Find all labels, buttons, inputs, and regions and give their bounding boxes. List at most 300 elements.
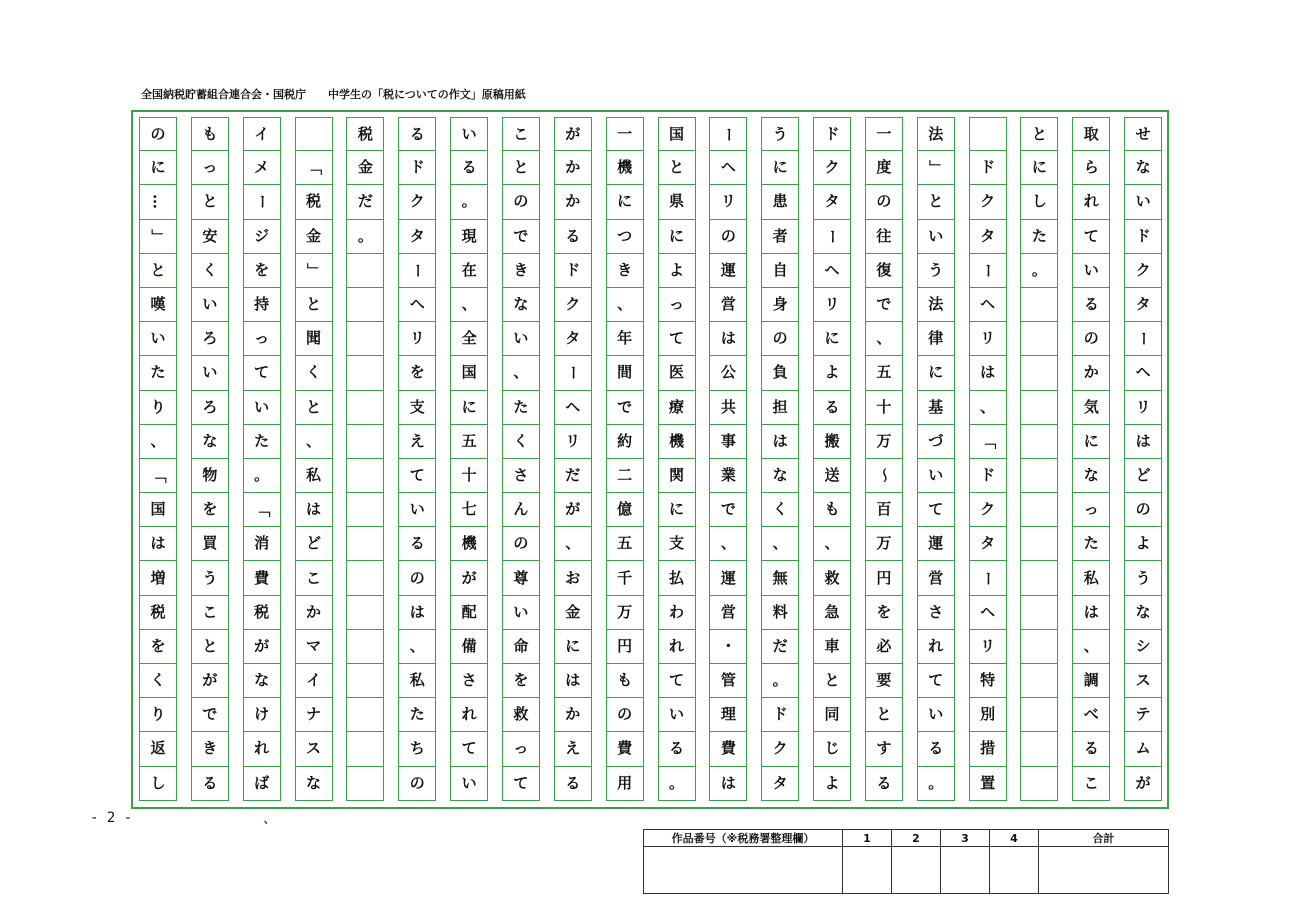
manuscript-cell: に [813,322,851,356]
manuscript-column [709,117,747,801]
manuscript-column [606,117,644,801]
manuscript-cell: る [554,220,592,254]
manuscript-cell: 万 [606,596,644,630]
manuscript-cell: 「 [969,425,1007,459]
manuscript-cell: ク [813,151,851,185]
manuscript-cell: の [502,185,540,219]
manuscript-cell: 者 [761,220,799,254]
manuscript-cell [1020,698,1058,732]
manuscript-grid [131,110,1169,809]
manuscript-cell: の [1072,322,1110,356]
manuscript-cell: 気 [1072,391,1110,425]
manuscript-cell: た [398,698,436,732]
manuscript-cell: ヘ [554,391,592,425]
manuscript-cell: 搬 [813,425,851,459]
manuscript-cell: 担 [761,391,799,425]
manuscript-cell: 配 [450,596,488,630]
manuscript-cell: る [554,767,592,801]
manuscript-cell: は [969,356,1007,390]
manuscript-cell: え [554,732,592,766]
manuscript-cell: 聞 [295,322,333,356]
manuscript-cell: る [1072,288,1110,322]
manuscript-cell: は [554,664,592,698]
manuscript-cell: く [139,664,177,698]
manuscript-cell: 。 [346,220,384,254]
manuscript-cell: の [139,117,177,151]
manuscript-cell: 一 [865,117,903,151]
score-value-total[interactable] [1038,847,1168,894]
manuscript-cell: 一 [606,117,644,151]
manuscript-cell: ー [709,117,747,151]
manuscript-cell: る [917,732,955,766]
manuscript-cell: 金 [295,220,333,254]
manuscript-cell: 。 [917,767,955,801]
manuscript-column [450,117,488,801]
manuscript-cell: と [865,698,903,732]
manuscript-cell: 必 [865,630,903,664]
manuscript-column [191,117,229,801]
manuscript-cell: よ [658,254,696,288]
manuscript-column [346,117,384,801]
manuscript-cell: で [606,391,644,425]
manuscript-cell: 年 [606,322,644,356]
manuscript-cell: ち [398,732,436,766]
manuscript-cell [1020,356,1058,390]
manuscript-cell: 。 [1020,254,1058,288]
manuscript-cell: 関 [658,459,696,493]
manuscript-cell: 「 [243,493,281,527]
manuscript-cell: い [917,220,955,254]
manuscript-cell: こ [295,561,333,595]
manuscript-cell: ヘ [709,151,747,185]
manuscript-cell: の [502,527,540,561]
manuscript-cell: の [606,698,644,732]
manuscript-cell: 百 [865,493,903,527]
manuscript-cell: 理 [709,698,747,732]
manuscript-cell: 同 [813,698,851,732]
score-header-total: 合計 [1038,830,1168,847]
manuscript-cell [346,322,384,356]
manuscript-cell: ヘ [813,254,851,288]
manuscript-cell: て [502,767,540,801]
manuscript-cell: 国 [139,493,177,527]
manuscript-cell: に [917,356,955,390]
manuscript-cell: ど [1124,459,1162,493]
manuscript-cell: 十 [450,459,488,493]
manuscript-cell: 持 [243,288,281,322]
manuscript-cell: 共 [709,391,747,425]
manuscript-cell: ジ [243,220,281,254]
manuscript-cell: だ [761,630,799,664]
manuscript-cell: 千 [606,561,644,595]
manuscript-cell: 営 [917,561,955,595]
manuscript-cell: が [243,630,281,664]
manuscript-cell: に [1020,151,1058,185]
manuscript-cell: 「 [139,459,177,493]
manuscript-cell: 措 [969,732,1007,766]
manuscript-cell: タ [398,220,436,254]
manuscript-cell [346,732,384,766]
manuscript-cell: リ [969,322,1007,356]
score-header-1: 1 [843,830,892,847]
manuscript-cell: く [502,425,540,459]
manuscript-cell: 円 [606,630,644,664]
manuscript-cell: 五 [450,425,488,459]
manuscript-cell: い [139,322,177,356]
manuscript-cell: 復 [865,254,903,288]
manuscript-cell: ー [398,254,436,288]
score-value-4[interactable] [989,847,1038,894]
manuscript-cell: い [917,459,955,493]
score-value-1[interactable] [843,847,892,894]
manuscript-cell: に [606,185,644,219]
manuscript-cell: き [606,254,644,288]
manuscript-cell: 別 [969,698,1007,732]
manuscript-cell: ろ [191,322,229,356]
manuscript-cell: ス [1124,664,1162,698]
manuscript-cell: い [658,698,696,732]
manuscript-cell: ド [761,698,799,732]
manuscript-cell: た [502,391,540,425]
manuscript-cell: 物 [191,459,229,493]
manuscript-cell: い [917,698,955,732]
manuscript-cell: な [1072,459,1110,493]
manuscript-cell [1020,459,1058,493]
manuscript-cell: 律 [917,322,955,356]
manuscript-cell: お [554,561,592,595]
manuscript-cell: タ [969,220,1007,254]
form-title: 中学生の「税についての作文」原稿用紙 [328,88,526,101]
manuscript-cell: 往 [865,220,903,254]
manuscript-cell: 返 [139,732,177,766]
manuscript-cell: さ [917,596,955,630]
manuscript-cell: 〜 [865,459,903,493]
manuscript-cell: 、 [813,527,851,561]
manuscript-cell: 現 [450,220,488,254]
manuscript-cell: ク [1124,254,1162,288]
manuscript-cell: る [658,732,696,766]
manuscript-column [295,117,333,801]
manuscript-column [502,117,540,801]
manuscript-cell: で [865,288,903,322]
manuscript-cell: る [865,767,903,801]
manuscript-cell: ク [761,732,799,766]
manuscript-cell: ク [398,185,436,219]
manuscript-cell: の [761,322,799,356]
manuscript-cell: な [191,425,229,459]
manuscript-cell: は [295,493,333,527]
manuscript-cell [346,493,384,527]
manuscript-cell: 特 [969,664,1007,698]
manuscript-cell: つ [606,220,644,254]
manuscript-cell: よ [813,356,851,390]
manuscript-cell: で [502,220,540,254]
manuscript-cell: は [139,527,177,561]
score-header-row [644,830,1169,847]
manuscript-cell: て [243,356,281,390]
manuscript-column [554,117,592,801]
manuscript-cell: タ [969,527,1007,561]
manuscript-cell: 、 [139,425,177,459]
manuscript-cell: で [191,698,229,732]
manuscript-cell [1020,767,1058,801]
manuscript-cell: 国 [658,117,696,151]
manuscript-column [865,117,903,801]
manuscript-cell: に [554,630,592,664]
manuscript-cell: 、 [554,527,592,561]
manuscript-cell [346,767,384,801]
manuscript-cell [346,596,384,630]
manuscript-cell: 費 [606,732,644,766]
stray-mark: 、 [263,811,277,827]
manuscript-cell [1020,527,1058,561]
manuscript-cell: と [813,664,851,698]
manuscript-cell: せ [1124,117,1162,151]
manuscript-cell: だ [346,185,384,219]
manuscript-cell: 五 [606,527,644,561]
manuscript-cell: ヘ [969,596,1007,630]
manuscript-cell: い [191,356,229,390]
manuscript-cell: い [1124,185,1162,219]
manuscript-cell: 県 [658,185,696,219]
manuscript-cell: 」 [295,254,333,288]
manuscript-cell: と [917,185,955,219]
manuscript-cell: れ [450,698,488,732]
manuscript-cell: 私 [398,664,436,698]
manuscript-cell: 救 [813,561,851,595]
manuscript-cell: 安 [191,220,229,254]
manuscript-cell: い [398,493,436,527]
manuscript-cell: リ [554,425,592,459]
manuscript-cell: と [295,391,333,425]
manuscript-cell: じ [813,732,851,766]
manuscript-cell: く [191,254,229,288]
manuscript-cell [1020,732,1058,766]
manuscript-cell: て [398,459,436,493]
manuscript-cell: 円 [865,561,903,595]
manuscript-cell: は [1072,596,1110,630]
manuscript-cell: 尊 [502,561,540,595]
score-table [643,829,1169,894]
manuscript-cell: と [295,288,333,322]
manuscript-cell [1020,425,1058,459]
manuscript-cell: タ [761,767,799,801]
manuscript-cell: 費 [243,561,281,595]
manuscript-cell [346,391,384,425]
manuscript-cell: う [1124,561,1162,595]
manuscript-cell: る [398,527,436,561]
manuscript-cell: 間 [606,356,644,390]
manuscript-cell: 送 [813,459,851,493]
manuscript-cell: い [502,322,540,356]
manuscript-cell [1020,561,1058,595]
manuscript-cell: か [295,596,333,630]
manuscript-cell: 、 [450,288,488,322]
score-header-3: 3 [940,830,989,847]
manuscript-cell: 、 [398,630,436,664]
manuscript-cell: 支 [658,527,696,561]
manuscript-cell: ど [295,527,333,561]
manuscript-cell: 二 [606,459,644,493]
manuscript-cell: な [243,664,281,698]
manuscript-cell: ん [502,493,540,527]
score-value-work-number[interactable] [644,847,843,894]
manuscript-cell [1020,630,1058,664]
manuscript-cell: 無 [761,561,799,595]
manuscript-cell: シ [1124,630,1162,664]
manuscript-cell: 、 [502,356,540,390]
manuscript-cell [1020,322,1058,356]
manuscript-cell: は [398,596,436,630]
manuscript-cell: か [554,151,592,185]
manuscript-cell: の [709,220,747,254]
manuscript-cell: い [502,596,540,630]
score-value-3[interactable] [940,847,989,894]
manuscript-cell: タ [554,322,592,356]
manuscript-cell: に [658,493,696,527]
organization-name: 全国納税貯蓄組合連合会・国税庁 [141,88,306,101]
manuscript-cell: べ [1072,698,1110,732]
manuscript-cell: マ [295,630,333,664]
manuscript-cell: の [398,767,436,801]
manuscript-cell: 車 [813,630,851,664]
manuscript-cell: る [813,391,851,425]
manuscript-cell: に [761,151,799,185]
manuscript-cell: こ [1072,767,1110,801]
manuscript-cell: を [502,664,540,698]
manuscript-cell: ド [398,151,436,185]
manuscript-cell: 買 [191,527,229,561]
manuscript-cell: だ [554,459,592,493]
manuscript-cell: イ [243,117,281,151]
manuscript-cell: ド [813,117,851,151]
manuscript-cell: 金 [346,151,384,185]
manuscript-cell [346,527,384,561]
manuscript-cell: ヘ [969,288,1007,322]
manuscript-cell: 、 [709,527,747,561]
manuscript-cell: 払 [658,561,696,595]
manuscript-cell: の [398,561,436,595]
manuscript-cell: ド [969,459,1007,493]
manuscript-cell: も [191,117,229,151]
manuscript-cell: ・ [709,630,747,664]
manuscript-cell: れ [1072,185,1110,219]
manuscript-cell: 支 [398,391,436,425]
manuscript-cell: 営 [709,288,747,322]
manuscript-cell: メ [243,151,281,185]
manuscript-cell: わ [658,596,696,630]
manuscript-cell: な [1124,151,1162,185]
manuscript-cell [295,117,333,151]
manuscript-cell: れ [917,630,955,664]
manuscript-cell: … [139,185,177,219]
manuscript-cell: ー [1124,322,1162,356]
manuscript-cell: ー [813,220,851,254]
manuscript-cell: 命 [502,630,540,664]
manuscript-cell: い [450,117,488,151]
manuscript-cell: ら [1072,151,1110,185]
manuscript-cell: と [502,151,540,185]
manuscript-column [243,117,281,801]
manuscript-cell: が [191,664,229,698]
manuscript-cell: 基 [917,391,955,425]
manuscript-cell: り [139,391,177,425]
manuscript-cell: ヘ [398,288,436,322]
manuscript-cell: 五 [865,356,903,390]
manuscript-cell: か [554,698,592,732]
manuscript-cell: を [398,356,436,390]
manuscript-cell: は [1124,425,1162,459]
manuscript-column [1124,117,1162,801]
manuscript-cell: て [917,664,955,698]
manuscript-cell: は [709,322,747,356]
manuscript-cell: な [1124,596,1162,630]
manuscript-cell: ム [1124,732,1162,766]
manuscript-column [969,117,1007,801]
manuscript-cell: 税 [243,596,281,630]
manuscript-cell: て [658,664,696,698]
manuscript-cell [346,356,384,390]
manuscript-cell: え [398,425,436,459]
manuscript-cell: 在 [450,254,488,288]
manuscript-cell: 公 [709,356,747,390]
manuscript-column [917,117,955,801]
manuscript-cell: ド [1124,220,1162,254]
manuscript-cell: る [398,117,436,151]
manuscript-cell: っ [1072,493,1110,527]
manuscript-cell: 金 [554,596,592,630]
manuscript-cell: ー [243,185,281,219]
manuscript-cell: に [450,391,488,425]
manuscript-cell: ば [243,767,281,801]
manuscript-cell: よ [1124,527,1162,561]
manuscript-cell: 療 [658,391,696,425]
score-header-4: 4 [989,830,1038,847]
manuscript-cell: 私 [1072,561,1110,595]
manuscript-cell: 患 [761,185,799,219]
manuscript-cell: て [658,322,696,356]
manuscript-cell: 機 [450,527,488,561]
manuscript-cell: 機 [658,425,696,459]
manuscript-cell: い [450,767,488,801]
manuscript-cell: イ [295,664,333,698]
score-value-2[interactable] [891,847,940,894]
manuscript-column [761,117,799,801]
manuscript-cell: 「 [295,151,333,185]
manuscript-cell: の [865,185,903,219]
manuscript-cell: 運 [709,254,747,288]
manuscript-cell: い [191,288,229,322]
manuscript-cell: っ [502,732,540,766]
manuscript-cell: 取 [1072,117,1110,151]
manuscript-cell: の [1124,493,1162,527]
manuscript-cell: ー [969,561,1007,595]
manuscript-cell: る [450,151,488,185]
manuscript-cell: リ [969,630,1007,664]
manuscript-cell: 万 [865,425,903,459]
manuscript-cell: ろ [191,391,229,425]
manuscript-cell: っ [191,151,229,185]
manuscript-column [658,117,696,801]
manuscript-cell: が [554,493,592,527]
manuscript-cell: 営 [709,596,747,630]
manuscript-cell [346,254,384,288]
manuscript-cell: 自 [761,254,799,288]
manuscript-cell: 機 [606,151,644,185]
manuscript-cell: け [243,698,281,732]
manuscript-cell: 料 [761,596,799,630]
manuscript-cell: リ [813,288,851,322]
